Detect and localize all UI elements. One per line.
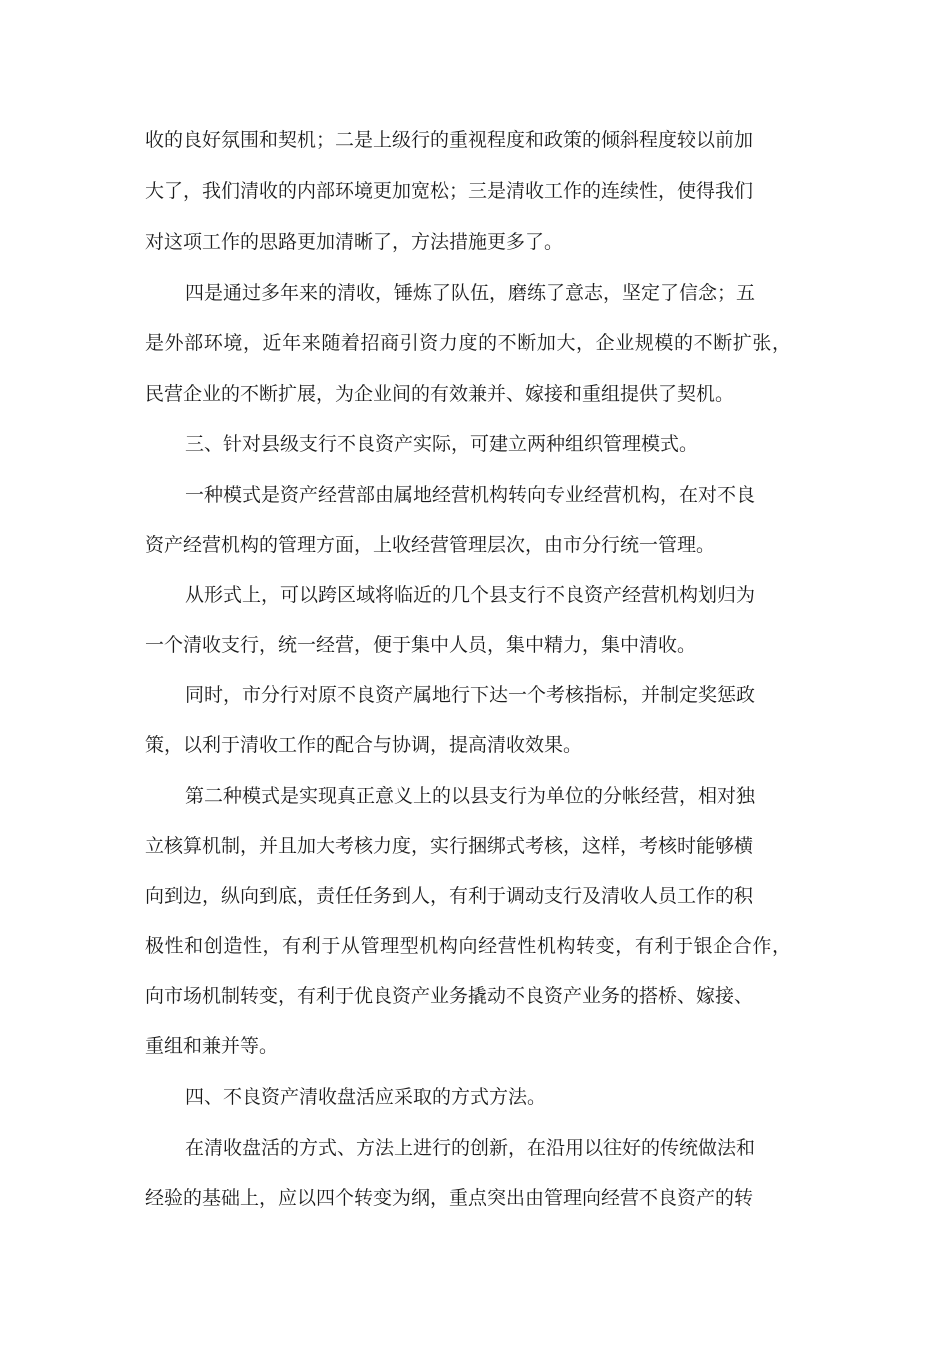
section-heading: 三、针对县级支行不良资产实际，可建立两种组织管理模式。 (185, 433, 699, 455)
paragraph-first-line: 四是通过多年来的清收，锤炼了队伍，磨练了意志，坚定了信念；五 (185, 282, 756, 304)
text-line: 策，以利于清收工作的配合与协调，提高清收效果。 (145, 734, 583, 756)
text-line: 一个清收支行，统一经营，便于集中人员，集中精力，集中清收。 (145, 634, 697, 656)
paragraph-first-line: 从形式上，可以跨区域将临近的几个县支行不良资产经营机构划归为 (185, 584, 756, 606)
text-line: 向到边，纵向到底，责任任务到人，有利于调动支行及清收人员工作的积 (145, 885, 754, 907)
text-line: 对这项工作的思路更加清晰了，方法措施更多了。 (145, 231, 564, 253)
section-heading: 四、不良资产清收盘活应采取的方式方法。 (185, 1086, 547, 1108)
paragraph-first-line: 一种模式是资产经营部由属地经营机构转向专业经营机构，在对不良 (185, 484, 756, 506)
text-line: 立核算机制，并且加大考核力度，实行捆绑式考核，这样，考核时能够横 (145, 835, 754, 857)
text-line: 收的良好氛围和契机；二是上级行的重视程度和政策的倾斜程度较以前加 (145, 129, 754, 151)
paragraph-first-line: 同时，市分行对原不良资产属地行下达一个考核指标，并制定奖惩政 (185, 684, 756, 706)
text-line: 大了，我们清收的内部环境更加宽松；三是清收工作的连续性，使得我们 (145, 180, 754, 202)
text-line: 极性和创造性，有利于从管理型机构向经营性机构转变，有利于银企合作， (145, 935, 791, 957)
text-line: 资产经营机构的管理方面，上收经营管理层次，由市分行统一管理。 (145, 534, 716, 556)
paragraph-first-line: 在清收盘活的方式、方法上进行的创新，在沿用以往好的传统做法和 (185, 1137, 756, 1159)
paragraph-first-line: 第二种模式是实现真正意义上的以县支行为单位的分帐经营，相对独 (185, 785, 756, 807)
text-line: 民营企业的不断扩展，为企业间的有效兼并、嫁接和重组提供了契机。 (145, 383, 735, 405)
text-line: 经验的基础上，应以四个转变为纲，重点突出由管理向经营不良资产的转 (145, 1187, 754, 1209)
text-line: 是外部环境，近年来随着招商引资力度的不断加大，企业规模的不断扩张， (145, 332, 791, 354)
text-line: 向市场机制转变，有利于优良资产业务撬动不良资产业务的搭桥、嫁接、 (145, 985, 754, 1007)
text-line: 重组和兼并等。 (145, 1035, 279, 1057)
